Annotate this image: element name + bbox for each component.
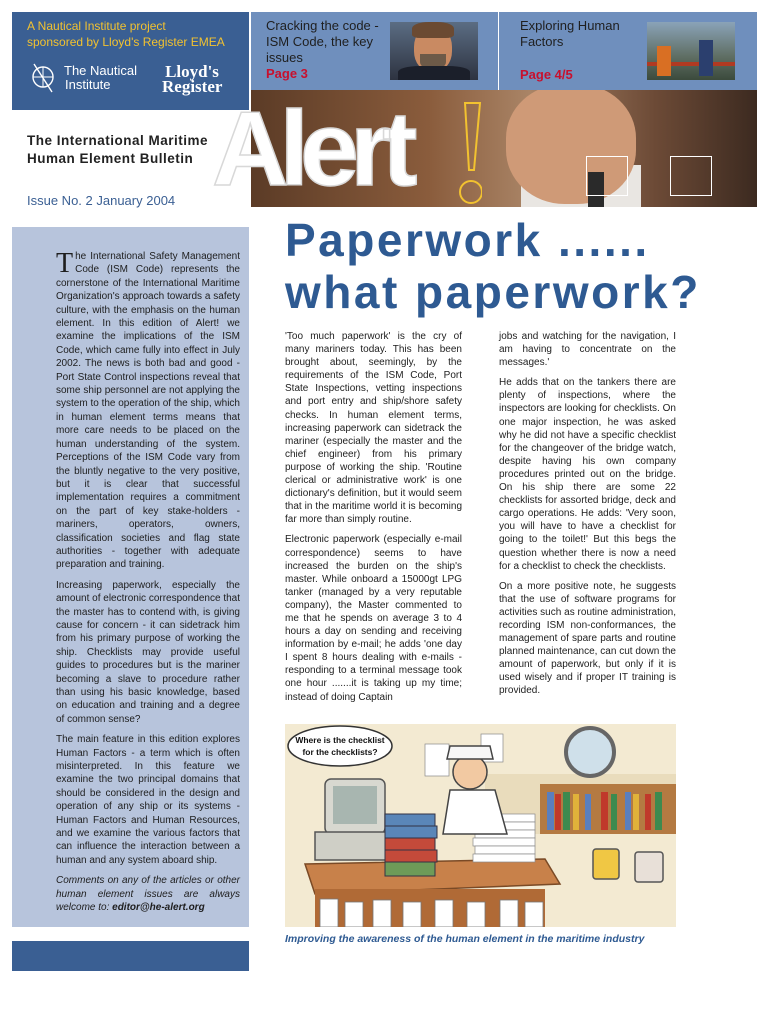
contact-email-link[interactable]: editor@he-alert.org: [112, 902, 205, 914]
editorial-paragraph-1: he International Safety Management Code (ISM Code) represents the cornerstone of the International Maritime Organization's approach towards a safety culture, with the emphasis on the human element. In this edition of Alert! we examine the implications of the ISM Code, which came fully into effect in July 2002. The news is both bad and good - Port State Control inspections reveal that some ship personnel are not applying the system to the operation of the ship, which in human element terms means that more care needs to be placed on the human understanding of the system. Perceptions of the ISM Code vary from the bluntly negative to the very positive, but it is clear that successful implementation requires a commitment on the part of key stake-holders - mariners, operators, owners, classification societies and flag state authorities - together with adequate preparation and training.: [56, 251, 240, 571]
editorial-contact: [56, 874, 240, 914]
teaser-page-link[interactable]: Page 3: [266, 66, 308, 81]
contact-lead: Comments on any of the articles or other human element issues are always welcome to:: [56, 875, 240, 914]
nautical-institute-name: [64, 64, 137, 92]
article-paragraph: On a more positive note, he suggests that the use of software programs for activities such as routine administration, recording ISM non-conformances, the management of spare parts and routine planned maintenance, can cut down the amount of paperwork, but only if it is used wisely and if proper IT training is provided.: [499, 580, 676, 697]
editorial-paragraph: [56, 250, 240, 572]
alert-wordmark: Alert: [212, 90, 409, 208]
checklist-cartoon: [285, 724, 676, 927]
article-headline: [285, 214, 755, 318]
nautical-institute-name-line-1: The Nautical: [64, 63, 137, 78]
speech-bubble-line-2: for the checklists?: [302, 747, 378, 757]
teaser-ism-code[interactable]: [266, 18, 384, 81]
article-column-2: [499, 330, 676, 705]
author-portrait-photo: [390, 22, 478, 80]
headline-line-1: Paperwork ......: [285, 214, 650, 266]
footer-caption: Improving the awareness of the human element in the maritime industry: [285, 933, 645, 945]
ship-crew-photo: [647, 22, 735, 80]
drop-cap: T: [56, 248, 74, 279]
article-column-1: [285, 330, 462, 711]
alert-exclamation-icon: [458, 100, 482, 208]
teaser-divider: [498, 12, 499, 90]
alert-exclamation-text: !: [458, 100, 459, 101]
article-paragraph: Electronic paperwork (especially e-mail correspondence) seems to have increased the burden on the ship's master. While onboard a 15000gt LPG tanker (managed by a very reputable company), the Master commented to me that he spends on average 3 to 4 hours a day on sending and receiving information by e-mail; he adds 'one day I spent 8 hours dealing with e-mails - responding to a terminal message took one hour .......it is taking up my time; instead of doing Captain: [285, 534, 462, 703]
editorial-text: [56, 250, 240, 922]
nautical-institute-name-line-2: Institute: [65, 77, 111, 92]
footer-bar: [12, 941, 249, 971]
article-paragraph: 'Too much paperwork' is the cry of many mariners today. This has been brought about, seemingly, by the requirements of the ISM Code, Port State Inspections, vetting inspections and port entry and ship/shore safety checks. In human element terms, increasing paperwork can sidetrack the mariner (especially the master and the chief engineer) from his primary purpose of working the ship. 'Routine clerical or administrative work' is one dictionary's definition, but it would seem that in the maritime world it is becoming far more than simply routine.: [285, 331, 462, 526]
lloyds-register-logo-line-1: Lloyd's: [165, 62, 219, 81]
bulletin-title: The International Maritime Human Element Bulletin: [27, 133, 209, 166]
sponsor-text: [27, 18, 247, 50]
nautical-institute-logo-icon: [30, 60, 56, 98]
banner-frame-box: [586, 156, 628, 196]
sponsor-line-1: A Nautical Institute project: [27, 19, 166, 33]
banner-frame-box: [670, 156, 712, 196]
issue-number: Issue No. 2 January 2004: [27, 193, 176, 208]
sponsor-line-2: sponsored by Lloyd's Register EMEA: [27, 35, 225, 49]
article-paragraph: jobs and watching for the navigation, I am having to concentrate on the messages.': [499, 331, 676, 369]
teaser-title: Exploring Human Factors: [520, 18, 620, 49]
article-paragraph: He adds that on the tankers there are plenty of inspections, where the inspectors are looking for checklists. On one major inspection, he was asked why he did not have a specific checklist for the changeover of the bridge watch, despite having his own company procedures printed out on the bridge. On his ship there are some 22 checklists for assorted bridge, deck and cargo operations. He adds: 'Very soon, you will have to have a checklist for going to the toilet!' But this begs the question whether there is now a need for a checklist to check the checklists.: [499, 377, 676, 572]
speech-bubble-line-1: Where is the checklist: [295, 735, 385, 745]
editorial-paragraph-2: Increasing paperwork, especially the amount of electronic correspondence that the master has to contend with, is giving cause for concern - it can sidetrack him from his primary purpose of working the ship. Checklists may provide useful guides to procedures but is the mariner becoming a slave to procedure rather than using his basic knowledge, based on education and training and a degree of common sense?: [56, 579, 240, 725]
headline-line-2: what paperwork?: [285, 266, 701, 318]
teaser-human-factors[interactable]: [520, 18, 640, 82]
editorial-paragraph-3: The main feature in this edition explores Human Factors - a term which is often misinterpreted. In this feature we examine the two principal domains that should be considered in the design and operation of any ship or its systems - Human Factors and Human Resources, and we examine the various factors that can influence the interaction between a human and any system aboard ship.: [56, 734, 240, 866]
teaser-page-link[interactable]: Page 4/5: [520, 67, 573, 82]
lloyds-register-logo-line-2: Register: [162, 77, 223, 96]
teaser-title: Cracking the code - ISM Code, the key issues: [266, 18, 379, 65]
